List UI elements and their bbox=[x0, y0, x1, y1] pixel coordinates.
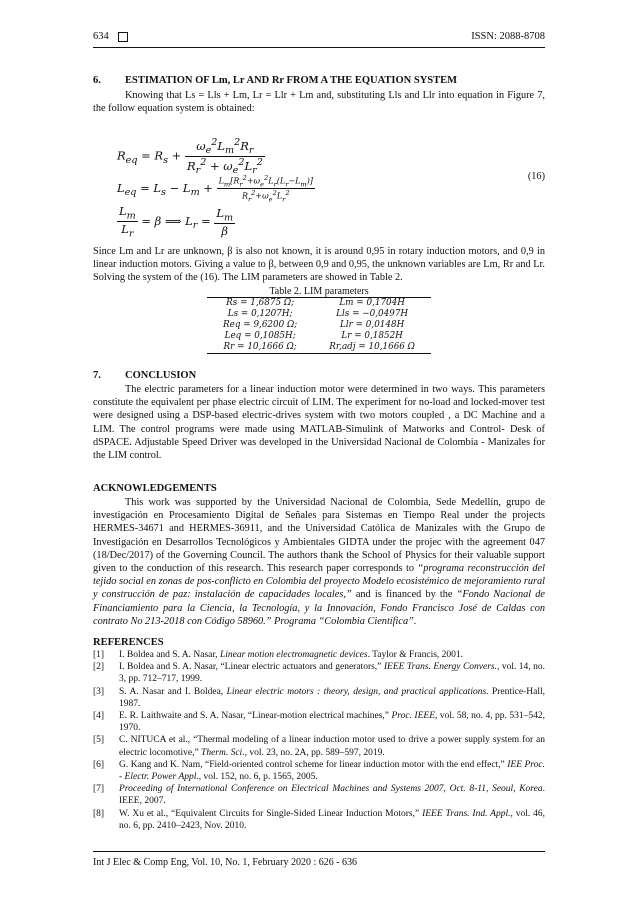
table-cell: Lr = 0,1852H bbox=[341, 331, 403, 341]
reference-venue: Proceeding of International Conference on Electrical Machines and Systems 2007, Oct. 8-11, Seoul, Korea bbox=[119, 784, 543, 795]
ack-funding: “Fondo Nacional de Financiamiento para la Ciencia, la Tecnología, y la Innovación, Fondo Francisco José de Caldas con contrato No 213-2018 con Código 58960.” Programa “Colombia Científica”. bbox=[93, 589, 546, 627]
table-caption: Table 2. LIM parameters bbox=[269, 286, 369, 297]
reference-details: , vol. 14, no. 3, pp. 712–717, 1999. bbox=[119, 662, 546, 685]
lim-parameters-table bbox=[207, 297, 431, 354]
equation-beta: $\frac{L_m}{L_r}$ = β ⟹ $L_r$ = $\frac{L_m}{\beta}$ bbox=[119, 204, 234, 240]
table-cell: Rr = 10,1666 Ω; bbox=[207, 342, 313, 354]
reference-authors: G. Kang and K. Nam, “Field-oriented control scheme for linear induction motor with the end effect,” bbox=[119, 759, 508, 770]
reference-venue: Linear motion electromagnetic devices bbox=[219, 650, 368, 660]
ack-text-mid: and is financed by the bbox=[351, 589, 457, 601]
ack-paragraph bbox=[93, 496, 545, 628]
equation-number: (16) bbox=[527, 171, 545, 182]
page-footer: Int J Elec & Comp Eng, Vol. 10, No. 1, February 2020 : 626 - 636 bbox=[93, 857, 358, 868]
reference-authors: C. NITUCA et al., “Thermal modeling of a linear induction motor used to drive a power supply system for an electric locomotive,” bbox=[119, 735, 545, 758]
table-cell: Req = 9,6200 Ω; bbox=[223, 320, 298, 330]
reference-number: [2] bbox=[93, 662, 105, 673]
reference-number: [4] bbox=[93, 711, 105, 722]
reference-venue: Proc. IEEE bbox=[391, 711, 436, 722]
reference-item bbox=[93, 783, 545, 807]
reference-venue: IEE Proc. - Electr. Power Appl. bbox=[119, 759, 545, 783]
table-cell: Rr,adj = 10,1666 Ω bbox=[313, 342, 431, 354]
intro-paragraph: Knowing that Ls = Lls + Lm, Lr = Llr + Lm and, substituting Lls and Llr into equation in Figure 7, the follow equation system is obtained: bbox=[93, 90, 545, 115]
equation-req: $R_{eq} = R_s$ + $\frac{\omega_e^2L_m^2R_r}{R_r^2 + \omega_e^2L_r^2}$ bbox=[117, 137, 263, 177]
table-cell: Rs = 1,6875 Ω; bbox=[207, 298, 313, 310]
table-row bbox=[207, 331, 431, 342]
reference-number: [7] bbox=[93, 784, 105, 795]
table-2 bbox=[0, 286, 638, 354]
table-cell: Lls = −0,0497H bbox=[336, 309, 409, 319]
reference-number: [5] bbox=[93, 735, 105, 746]
section-title: CONCLUSION bbox=[125, 370, 197, 381]
reference-authors: E. R. Laithwaite and S. A. Nasar, “Linear-motion electrical machines,” bbox=[119, 711, 392, 722]
reference-item bbox=[93, 734, 545, 758]
reference-item bbox=[93, 710, 545, 734]
section-6-paragraph bbox=[93, 245, 545, 285]
section-7-heading bbox=[93, 369, 545, 382]
reference-details: . Taylor & Francis, 2001. bbox=[367, 650, 464, 660]
section-number: 7. bbox=[93, 370, 101, 381]
table-row bbox=[207, 309, 431, 320]
conclusion-paragraph: The electric parameters for a linear induction motor were determined in two ways. This parameters constitute the equivalent per phase electric circuit of LIM. The experiment for no-load and locked-mover test were designed using a DSP-based electric-drives system with two motors coupled , a DC Machine and a LIM. The control programs were made using MATLAB-Simulink of Matworks and Control- Desk of dSPACE. Adjustable Speed Driver was developed in the Universidad Nacional de Colombia - Manizales for the LIM control. bbox=[93, 384, 545, 462]
reference-number: [1] bbox=[93, 650, 105, 660]
equation-leq: $L_{eq} = L_s - L_m$ + $\frac{L_m[R_r^2+\omega_e^2L_r(L_r-L_m)]}{R_r^2+\omega_e^2L_r^2}$ bbox=[117, 174, 313, 204]
table-row bbox=[207, 342, 431, 354]
table-cell: Llr = 0,0148H bbox=[339, 320, 405, 330]
section-title: ESTIMATION OF Lm, Lr AND Rr FROM A THE EQUATION SYSTEM bbox=[125, 75, 458, 86]
reference-authors: W. Xu et al., “Equivalent Circuits for Single-Sided Linear Induction Motors,” bbox=[119, 808, 423, 819]
ack-heading bbox=[93, 482, 545, 495]
reference-details: . Prentice-Hall, 1987. bbox=[119, 686, 545, 709]
reference-number: [3] bbox=[93, 686, 105, 697]
reference-authors: I. Boldea and S. A. Nasar, “Linear electric actuators and generators,” bbox=[119, 662, 384, 673]
reference-details: , vol. 58, no. 4, pp. 531–542, 1970. bbox=[119, 711, 546, 734]
table-cell: Leq = 0,1085H; bbox=[224, 331, 296, 341]
reference-venue: IEEE Trans. Ind. Appl. bbox=[422, 808, 511, 819]
page-number: 634 bbox=[93, 31, 109, 42]
reference-venue: Therm. Sci. bbox=[201, 747, 245, 758]
table-row bbox=[207, 298, 431, 310]
ack-program: “programa reconstrucción del tejido social en zonas de pos-conflicto en Colombia del proyecto Modelo ecosistémico de mejoramiento rural y construcción de paz: instalación de capacidades locales,” bbox=[93, 563, 545, 601]
footer-rule bbox=[93, 851, 545, 852]
reference-details: , vol. 46, no. 6, pp. 2410–2423, Nov. 2010. bbox=[119, 808, 546, 831]
beta-paragraph: Since Lm and Lr are unknown, β is also not known, it is around 0,95 in rotary induction motors, and 0,9 in linear induction motors. Giving a value to β, between 0,9 and 0,95, the unknown variables are Lm, Rr and Lr. Solving the system of the (16). The LIM parameters are showed in Table 2. bbox=[93, 246, 545, 284]
reference-number: [6] bbox=[93, 759, 105, 770]
section-6-intro bbox=[93, 89, 545, 115]
reference-details: , vol. 23, no. 2A, pp. 589–597, 2019. bbox=[244, 747, 385, 758]
reference-item bbox=[93, 686, 545, 710]
references-list bbox=[93, 649, 545, 832]
reference-item bbox=[93, 808, 545, 832]
section-6-heading bbox=[93, 74, 545, 87]
reference-number: [8] bbox=[93, 808, 105, 819]
section-7-body bbox=[93, 383, 545, 462]
reference-item bbox=[93, 649, 545, 661]
table-cell: Ls = 0,1207H; bbox=[227, 309, 293, 319]
square-icon bbox=[118, 32, 128, 42]
references-title: REFERENCES bbox=[93, 637, 164, 648]
ack-title: ACKNOWLEDGEMENTS bbox=[93, 483, 217, 494]
reference-venue: IEEE Trans. Energy Convers. bbox=[383, 662, 497, 673]
reference-authors: I. Boldea and S. A. Nasar, bbox=[119, 650, 220, 660]
references-heading bbox=[93, 636, 545, 649]
issn: ISSN: 2088-8708 bbox=[471, 31, 545, 42]
reference-details: . IEEE, 2007. bbox=[119, 784, 545, 807]
reference-details: , vol. 152, no. 6, p. 1565, 2005. bbox=[198, 772, 318, 783]
table-cell: Lm = 0,1704H bbox=[313, 298, 431, 310]
reference-item bbox=[93, 759, 545, 783]
ack-text: This work was supported by the Universidad Nacional de Colombia, Sede Medellín, grupo de investigación en Procesamiento Digital de Señales para Sistemas en Tiempo Real under the projects HERMES-34671 and HERMES-36911, and the Universidad Católica de Manizales with the Grupo de Investigación en Desarrollos Tecnológicos y Ambientales GIDTA under the projec with the agreement 047 (18/Dec/2017) of the Governing Council. The authors thank the School of Physics for their valuable support given to the conduction of this research. This research paper corresponds to bbox=[93, 497, 545, 575]
section-number: 6. bbox=[93, 75, 101, 86]
reference-venue: Linear electric motors : theory, design, and practical applications bbox=[226, 686, 487, 697]
reference-item bbox=[93, 661, 545, 685]
ack-body bbox=[93, 496, 545, 628]
reference-authors: S. A. Nasar and I. Boldea, bbox=[119, 686, 227, 697]
header-rule bbox=[93, 47, 545, 48]
table-row bbox=[207, 320, 431, 331]
